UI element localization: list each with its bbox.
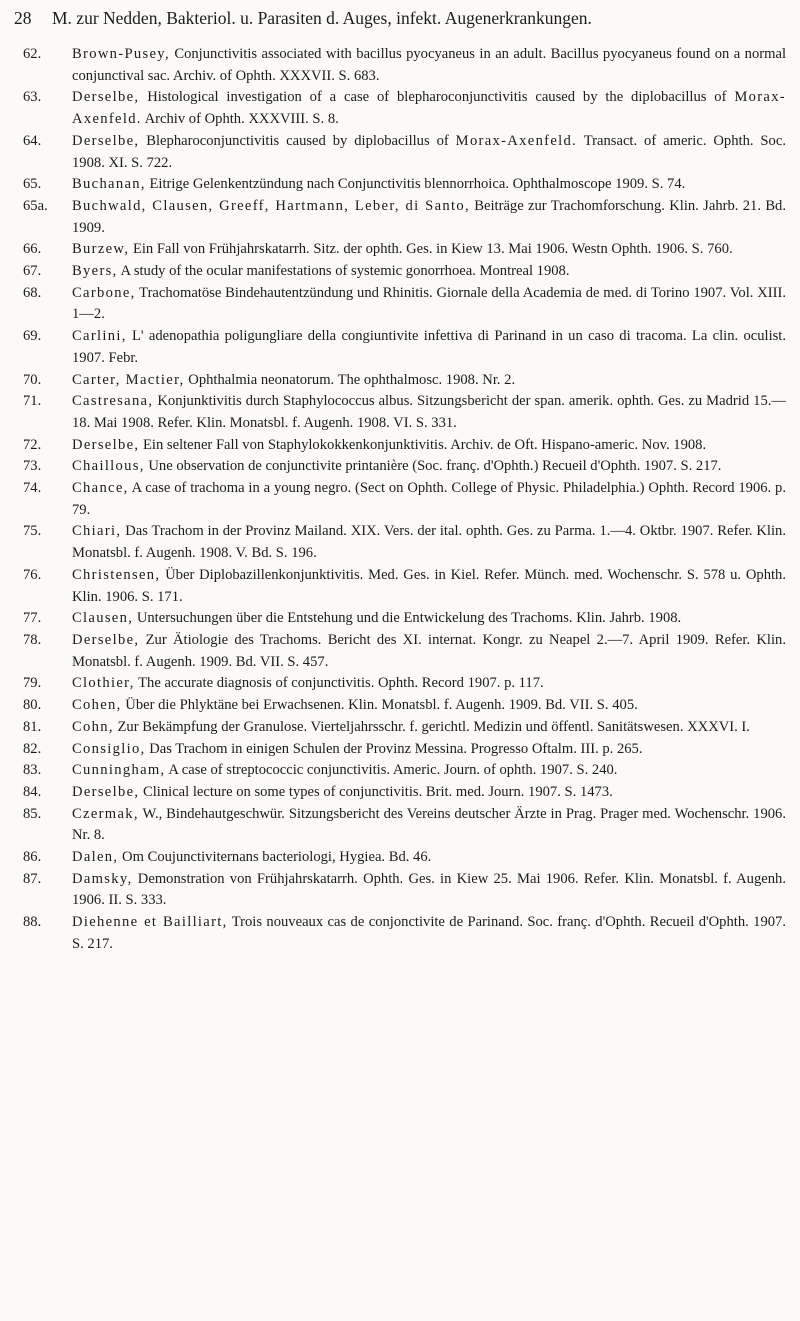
reference-text: A case of streptococcic conjunctivitis. Americ. Journ. of ophth. 1907. S. 240. [168,762,618,779]
reference-number: 87. [23,870,42,887]
reference-number: 82. [23,740,42,757]
reference-entry [0,717,800,739]
reference-entry [0,912,800,955]
reference-entry [0,456,800,478]
reference-entry [0,131,800,174]
reference-author: Diehenne et Bailliart, [72,914,228,931]
reference-text: A study of the ocular manifestations of systemic gonorrhoea. Montreal 1908. [120,263,570,280]
reference-number: 74. [23,480,42,497]
reference-author: Byers, [72,263,118,280]
reference-text: Conjunctivitis associated with bacillus pyocyaneus in an adult. Bacillus pyocyaneus found on a normal conjunctival sac. Archiv. of Ophth. XXXVII. S. 683. [72,46,786,84]
reference-number: 80. [23,697,42,714]
reference-author: Consiglio, [72,740,146,757]
reference-entry [0,391,800,434]
reference-author: Clothier, [72,675,135,692]
reference-cited-author: Morax-Axenfeld. [72,89,786,128]
reference-text: Ein seltener Fall von Staphylokokkenkonjunktivitis. Archiv. de Oft. Hispano-americ. Nov. 1908. [143,436,707,453]
reference-author: Carter, Mactier, [72,371,185,388]
reference-text: Über die Phlyktäne bei Erwachsenen. Klin. Monatsbl. f. Augenh. 1909. Bd. VII. S. 405. [125,697,638,714]
reference-author: Brown-Pusey, [72,46,170,62]
page-number: 28 [14,8,32,28]
reference-number: 85. [23,805,42,822]
reference-entry [0,521,800,564]
reference-text: Histological investigation of a case of blepharoconjunctivitis caused by the diplobacillus of [147,89,727,106]
reference-entry [0,608,800,630]
reference-entry [0,869,800,912]
reference-number: 71. [23,393,42,410]
reference-number: 73. [23,458,42,475]
reference-author: Cunningham, [72,762,166,779]
reference-list [0,44,800,956]
reference-entry [0,261,800,283]
reference-number: 69. [23,328,42,345]
reference-number: 75. [23,523,42,540]
reference-number: 83. [23,762,42,779]
reference-entry [0,630,800,673]
reference-number: 78. [23,631,42,648]
reference-author: Czermak, [72,805,139,822]
reference-author: Chaillous, [72,458,145,475]
reference-number: 77. [23,610,42,627]
reference-author: Dalen, [72,849,119,866]
reference-cited-author: Morax-Axenfeld. [455,132,578,149]
reference-text: W., Bindehautgeschwür. Sitzungsbericht des Vereins deutscher Ärzte in Prag. Prager med. Wochenschr. 1906. Nr. 8. [72,805,786,844]
reference-author: Buchwald, Clausen, Greeff, Hartmann, Leber, di Santo, [72,197,470,214]
reference-number: 64. [23,132,42,149]
reference-text: Om Coujunctiviternans bacteriologi, Hygiea. Bd. 46. [122,849,432,866]
reference-number: 65a. [23,197,48,214]
reference-entry [0,478,800,521]
reference-text: Demonstration von Frühjahrskatarrh. Ophth. Ges. in Kiew 25. Mai 1906. Refer. Klin. Monatsbl. f. Augenh. 1906. II. S. 333. [72,870,786,909]
reference-text-continued: Transact. of americ. Ophth. Soc. 1908. XI. S. 722. [72,132,786,171]
reference-entry [0,435,800,457]
reference-number: 86. [23,849,42,866]
reference-text: Das Trachom in der Provinz Mailand. XIX. Vers. der ital. ophth. Ges. zu Parma. 1.—4. Oktbr. 1907. Refer. Klin. Monatsbl. f. Augenh. 1908. V. Bd. S. 196. [72,523,786,562]
reference-text: Une observation de conjunctivite printanière (Soc. franç. d'Ophth.) Recueil d'Ophth. 1907. S. 217. [148,458,722,475]
reference-number: 70. [23,371,42,388]
reference-entry [0,44,800,87]
reference-author: Carlini, [72,328,127,345]
reference-text: Ophthalmia neonatorum. The ophthalmosc. 1908. Nr. 2. [188,371,516,388]
reference-author: Derselbe, [72,436,140,453]
reference-entry [0,847,800,869]
running-title: M. zur Nedden, Bakteriol. u. Parasiten d. Auges, infekt. Augenerkrankungen. [52,8,592,28]
reference-number: 68. [23,284,42,301]
reference-text: Eitrige Gelenkentzündung nach Conjunctivitis blennorrhoica. Ophthalmoscope 1909. S. 74. [149,176,686,193]
reference-text: Das Trachom in einigen Schulen der Provinz Messina. Progresso Oftalm. III. p. 265. [149,740,643,757]
reference-author: Chance, [72,480,129,497]
reference-author: Derselbe, [72,783,140,800]
reference-author: Derselbe, [72,631,140,648]
reference-text: Trois nouveaux cas de conjonctivite de Parinand. Soc. franç. d'Ophth. Recueil d'Ophth. 1907. S. 217. [72,914,786,952]
reference-number: 84. [23,783,42,800]
reference-author: Damsky, [72,870,133,887]
reference-author: Derselbe, [72,132,140,149]
reference-number: 81. [23,718,42,735]
reference-author: Cohn, [72,718,114,735]
reference-entry [0,239,800,261]
reference-entry [0,739,800,761]
reference-entry [0,87,800,130]
reference-text: Über Diplobazillenkonjunktivitis. Med. Ges. in Kiel. Refer. Münch. med. Wochenschr. S. 578 u. Ophth. Klin. 1906. S. 171. [72,566,786,605]
reference-text: The accurate diagnosis of conjunctivitis. Ophth. Record 1907. p. 117. [138,675,544,692]
reference-author: Clausen, [72,610,134,627]
running-header [14,6,790,30]
reference-entry [0,326,800,369]
reference-author: Christensen, [72,566,161,583]
reference-entry [0,695,800,717]
reference-text: A case of trachoma in a young negro. (Sect on Ophth. College of Physic. Philadelphia.) Ophth. Record 1906. p. 79. [72,480,786,518]
reference-entry [0,760,800,782]
reference-number: 72. [23,436,42,453]
reference-entry [0,196,800,239]
reference-author: Chiari, [72,523,122,540]
reference-number: 65. [23,176,42,193]
reference-text: Untersuchungen über die Entstehung und die Entwickelung des Trachoms. Klin. Jahrb. 1908. [136,610,682,627]
reference-author: Carbone, [72,284,136,301]
reference-number: 76. [23,566,42,583]
reference-entry [0,782,800,804]
reference-text: Blepharoconjunctivitis caused by diplobacillus of [146,132,449,149]
reference-text-continued: Archiv of Ophth. XXXVIII. S. 8. [144,111,339,128]
reference-number: 88. [23,914,42,931]
reference-entry [0,174,800,196]
reference-author: Derselbe, [72,89,140,106]
reference-entry [0,283,800,326]
reference-number: 66. [23,241,42,258]
reference-text: L' adenopathia poligungliare della congiuntivite infettiva di Parinand in un caso di tracoma. La clin. oculist. 1907. Febr. [72,328,787,366]
reference-author: Cohen, [72,697,122,714]
reference-author: Buchanan, [72,176,146,193]
reference-entry [0,673,800,695]
reference-author: Burzew, [72,241,130,258]
reference-text: Trachomatöse Bindehautentzündung und Rhinitis. Giornale della Academia de med. di Torino 1907. Vol. XIII. 1—2. [72,284,786,323]
reference-entry [0,565,800,608]
reference-text: Zur Ätiologie des Trachoms. Bericht des XI. internat. Kongr. zu Neapel 2.—7. April 1909. Refer. Klin. Monatsbl. f. Augenh. 1909. Bd. VII. S. 457. [72,631,786,670]
reference-number: 62. [23,46,42,62]
reference-entry [0,370,800,392]
reference-text: Zur Bekämpfung der Granulose. Vierteljahrsschr. f. gerichtl. Medizin und öffentl. Sanitätswesen. XXXVI. I. [117,718,750,735]
reference-number: 67. [23,263,42,280]
reference-entry [0,804,800,847]
reference-text: Beiträge zur Trachomforschung. Klin. Jahrb. 21. Bd. 1909. [72,197,787,236]
reference-text: Clinical lecture on some types of conjunctivitis. Brit. med. Journ. 1907. S. 1473. [143,783,613,800]
reference-text: Ein Fall von Frühjahrskatarrh. Sitz. der ophth. Ges. in Kiew 13. Mai 1906. Westn Ophth. 1906. S. 760. [132,241,733,258]
reference-author: Castresana, [72,393,154,410]
reference-number: 63. [23,89,42,106]
reference-number: 79. [23,675,42,692]
reference-text: Konjunktivitis durch Staphylococcus albus. Sitzungsbericht der span. amerik. ophth. Ges. zu Madrid 15.—18. Mai 1908. Refer. Klin. Monatsbl. f. Augenh. 1908. VI. S. 331. [72,393,786,431]
